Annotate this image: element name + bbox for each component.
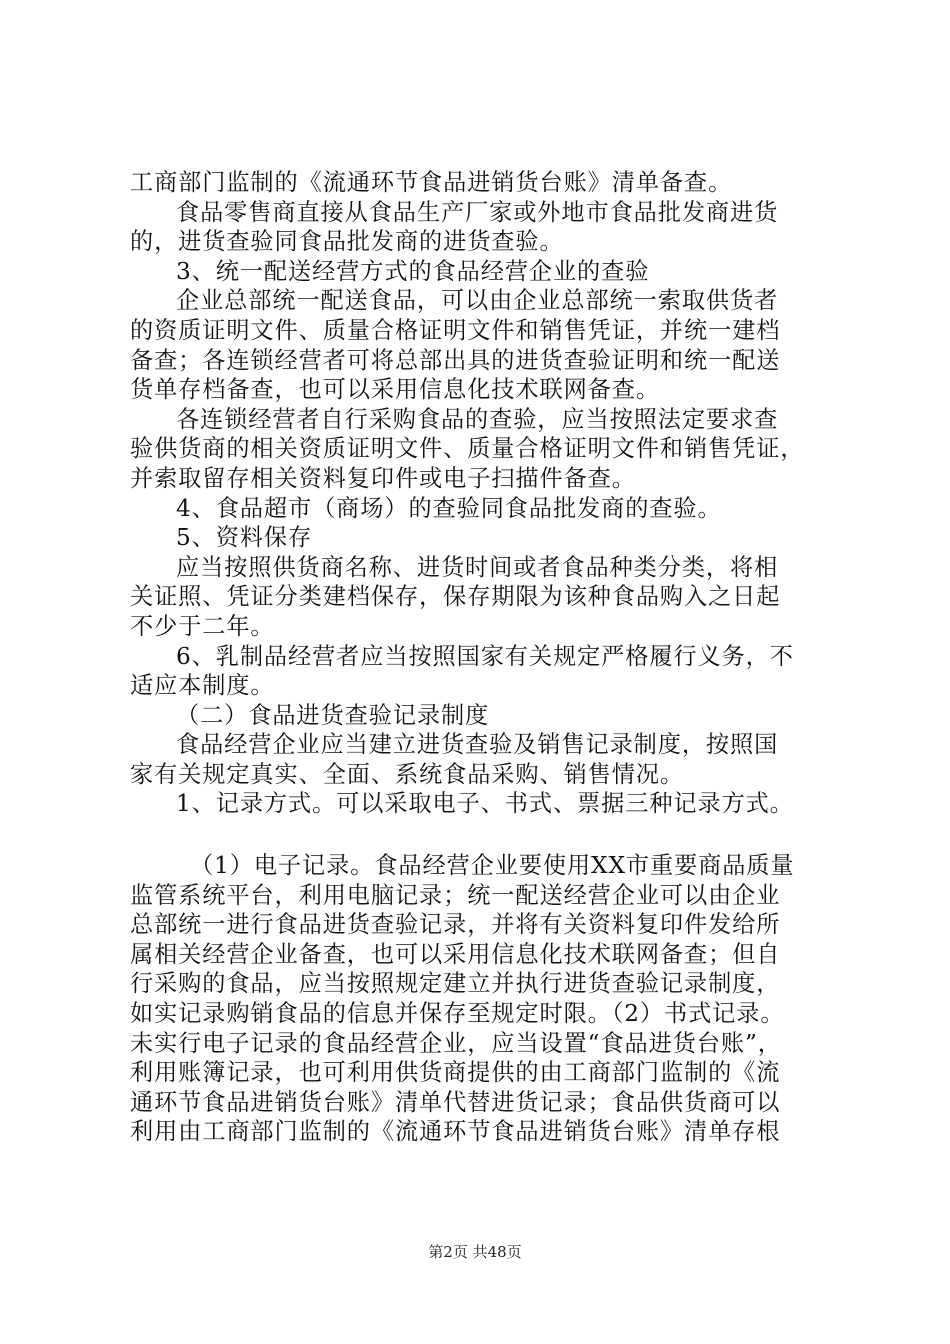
- text-line: 的资质证明文件、质量合格证明文件和销售凭证，并统一建档: [130, 316, 781, 344]
- text-line: 各连锁经营者自行采购食品的查验，应当按照法定要求查: [176, 405, 779, 433]
- text-line: 工商部门监制的《流通环节食品进销货台账》清单备查。: [130, 169, 733, 196]
- text-line: 总部统一进行食品进货查验记录，并将有关资料复印件发给所: [130, 911, 781, 939]
- text-line: 货单存档备查，也可以采用信息化技术联网备查。: [130, 376, 660, 404]
- paragraph-gap: [130, 819, 830, 851]
- text-line: 关证照、凭证分类建档保存，保存期限为该种食品购入之日起: [130, 583, 781, 611]
- text-line: 并索取留存相关资料复印件或电子扫描件备查。: [130, 464, 636, 492]
- text-line: 如实记录购销食品的信息并保存至规定时限。（2）书式记录。: [130, 1000, 785, 1028]
- text-line: 家有关规定真实、全面、系统食品采购、销售情况。: [130, 760, 685, 788]
- text-line: 通环节食品进销货台账》清单代替进货记录；食品供货商可以: [130, 1088, 781, 1116]
- section-heading: 5、资料保存: [176, 524, 313, 552]
- text-line: 备查；各连锁经营者可将总部出具的进货查验证明和统一配送: [130, 346, 781, 374]
- text-line: 食品零售商直接从食品生产厂家或外地市食品批发商进货: [176, 198, 779, 226]
- section-heading: 3、统一配送经营方式的食品经营企业的查验: [176, 257, 650, 285]
- text-line: 适应本制度。: [130, 672, 275, 700]
- section-heading: 6、乳制品经营者应当按照国家有关规定严格履行义务，不: [176, 642, 794, 670]
- text-line: 不少于二年。: [130, 612, 275, 640]
- subsection-heading: （二）食品进货查验记录制度: [176, 701, 490, 729]
- text-line: 监管系统平台，利用电脑记录；统一配送经营企业可以由企业: [130, 881, 781, 909]
- text-line: 属相关经营企业备查，也可以采用信息化技术联网备查；但自: [130, 940, 781, 968]
- document-body: [130, 168, 830, 1147]
- section-heading: 4、食品超市（商场）的查验同食品批发商的查验。: [176, 494, 722, 522]
- text-line: 未实行电子记录的食品经营企业，应当设置“食品进货台账”，: [130, 1029, 782, 1057]
- text-line: 食品经营企业应当建立进货查验及销售记录制度，按照国: [176, 731, 779, 759]
- text-line: 行采购的食品，应当按照规定建立并执行进货查验记录制度，: [130, 970, 781, 998]
- page-number: 第2页 共48页: [428, 1243, 522, 1261]
- text-line: 利用账簿记录，也可利用供货商提供的由工商部门监制的《流: [130, 1059, 781, 1087]
- text-line: （1）电子记录。食品经营企业要使用XX市重要商品质量: [190, 852, 795, 880]
- text-line: 利用由工商部门监制的《流通环节食品进销货台账》清单存根: [130, 1118, 781, 1146]
- section-heading: 1、记录方式。可以采取电子、书式、票据三种记录方式。: [176, 790, 794, 818]
- text-line: 验供货商的相关资质证明文件、质量合格证明文件和销售凭证，: [130, 435, 805, 463]
- text-line: 企业总部统一配送食品，可以由企业总部统一索取供货者: [176, 287, 779, 315]
- text-line: 的，进货查验同食品批发商的进货查验。: [130, 228, 564, 256]
- text-line: 应当按照供货商名称、进货时间或者食品种类分类，将相: [176, 553, 779, 581]
